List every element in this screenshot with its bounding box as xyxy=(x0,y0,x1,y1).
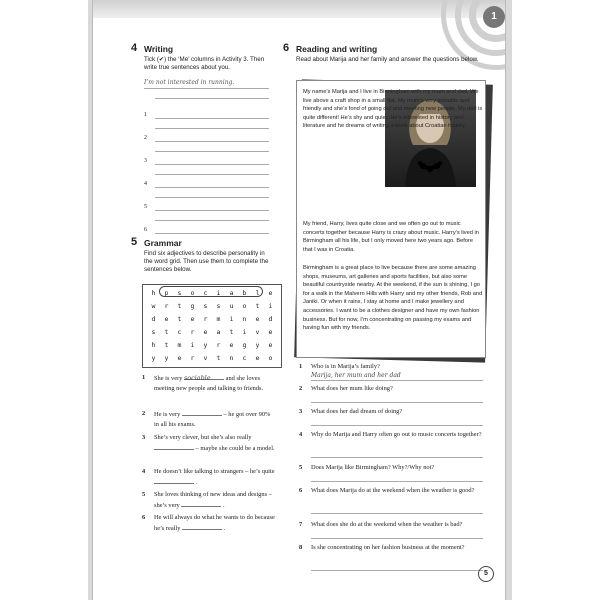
grid-letter[interactable]: y xyxy=(151,354,156,362)
grid-letter[interactable]: r xyxy=(164,302,169,310)
sentence-number: 4 xyxy=(142,468,146,475)
sentence-number: 6 xyxy=(142,514,146,521)
sentence-number: 5 xyxy=(142,491,146,498)
grid-letter[interactable]: e xyxy=(268,341,273,349)
grid-letter[interactable]: m xyxy=(216,315,221,323)
answer-line xyxy=(155,98,269,99)
grid-letter[interactable]: c xyxy=(203,289,208,297)
grid-letter[interactable]: h xyxy=(151,341,156,349)
answer-blank[interactable] xyxy=(182,523,222,530)
answer-line[interactable] xyxy=(155,174,269,175)
grid-letter[interactable]: i xyxy=(190,341,195,349)
answer-blank[interactable] xyxy=(182,409,222,416)
sentence-before: She’s very clever, but she’s also really xyxy=(154,434,252,441)
reading-paragraph-3: Birmingham is a great place to live because there are some amazing shops, museums, art galleries and sports facilities, but also some beautiful countryside nearby. At the weekend, if the sun is shining, I go for a walk in the Malvern Hills with Harry and my other friends, Rob and Janiki. Or when it rains, I stay at home and I make jewellery and accessories. I want to be a clothes designer and have my own fashion business. But for now, I’m concentrating on passing my exams and having fun with my friends. xyxy=(303,265,483,332)
line-number: 1 xyxy=(144,112,147,118)
question-text: What does Marija do at the weekend when the weather is good? xyxy=(311,487,475,494)
question-number: 7 xyxy=(299,521,303,528)
workbook-page[interactable] xyxy=(92,0,506,600)
unit-badge: 1 xyxy=(483,6,505,28)
section-number: 4 xyxy=(131,42,138,54)
sentence-after: – maybe she could be a model. xyxy=(195,445,275,453)
question-answer: Marija, her mum and her dad xyxy=(311,372,401,379)
question-number: 5 xyxy=(299,464,303,471)
grid-letter[interactable]: a xyxy=(216,328,221,336)
line-number: 5 xyxy=(144,204,147,210)
grid-letter[interactable]: c xyxy=(177,328,182,336)
grid-letter[interactable]: v xyxy=(255,328,260,336)
sentence-after: . xyxy=(222,502,225,510)
section-title: Writing xyxy=(144,44,174,54)
grid-letter[interactable]: i xyxy=(229,315,234,323)
answer-blank[interactable]: sociable xyxy=(184,373,224,380)
answer-line[interactable] xyxy=(155,220,269,221)
grid-letter[interactable]: t xyxy=(164,328,169,336)
line-number: 3 xyxy=(144,158,147,164)
grid-letter[interactable]: b xyxy=(242,289,247,297)
grid-letter[interactable]: v xyxy=(203,354,208,362)
grid-letter[interactable]: d xyxy=(151,315,156,323)
sentence-number: 3 xyxy=(142,434,146,441)
page-number: 5 xyxy=(478,566,494,582)
answer-line[interactable] xyxy=(155,141,269,142)
grid-letter[interactable]: y xyxy=(255,341,260,349)
answer-line[interactable] xyxy=(155,187,269,188)
grid-letter[interactable]: r xyxy=(190,354,195,362)
section-number: 6 xyxy=(283,42,290,54)
section-instructions: Tick (✔) the ‘Me’ columns in Activity 3. Then write true sentences about you. xyxy=(144,56,265,71)
sentence-text xyxy=(154,433,276,455)
grid-letter[interactable]: i xyxy=(242,328,247,336)
grid-letter[interactable]: t xyxy=(255,302,260,310)
answer-line[interactable] xyxy=(155,197,269,198)
grid-letter[interactable]: t xyxy=(177,315,182,323)
sentence-before: He is very xyxy=(154,411,181,418)
grid-letter[interactable]: s xyxy=(216,302,221,310)
question-text: Is she concentrating on her fashion business at the moment? xyxy=(311,544,465,551)
grid-letter[interactable]: t xyxy=(229,328,234,336)
sentence-before: He doesn’t like talking to strangers – he’s quite xyxy=(154,468,275,475)
answer-line[interactable] xyxy=(155,151,269,152)
grid-letter[interactable]: r xyxy=(216,341,221,349)
answer-line[interactable] xyxy=(155,128,269,129)
reading-card xyxy=(296,80,486,358)
sentence-after: and she loves meeting new people and talking to friends. xyxy=(154,375,264,393)
found-word-circle xyxy=(159,286,263,297)
question-number: 1 xyxy=(299,363,303,370)
reading-paragraph-2: My friend, Harry, lives quite close and we often go out to music concerts together because Harry is crazy about music. Harry’s lived in Birmingham all his life, but I only moved here two years ago. Before that I was in Croatia. xyxy=(303,221,479,253)
section-instructions: Find six adjectives to describe personality in the word grid. Then use them to complete the sentences below. xyxy=(144,250,269,273)
answer-line[interactable] xyxy=(155,210,269,211)
grid-letter[interactable]: e xyxy=(164,315,169,323)
question-number: 2 xyxy=(299,385,303,392)
example-answer: I’m not interested in running. xyxy=(144,79,235,86)
answer-line[interactable] xyxy=(311,538,483,539)
grid-letter[interactable]: m xyxy=(177,341,182,349)
section-title: Grammar xyxy=(144,238,182,248)
question-text: What does her mum like doing? xyxy=(311,385,393,392)
section-instructions: Read about Marija and her family and answer the questions below. xyxy=(296,56,479,63)
grid-letter[interactable]: r xyxy=(190,328,195,336)
reading-paragraph-1: My name’s Marija and I live in Birmingham with my mum and dad. We live above a craft shop in a small flat. My mum’s very sociable and friendly and she’s fond of going out and meeting new people. My dad is quite different! He’s shy and quiet. He’s interested in history and literature and he dreams of writing a book about Croatian history. xyxy=(303,89,483,130)
grid-letter[interactable]: i xyxy=(268,302,273,310)
grid-letter[interactable]: t xyxy=(164,341,169,349)
question-text: What does she do at the weekend when the weather is bad? xyxy=(311,521,463,528)
sentence-text xyxy=(154,490,276,512)
sentence-text xyxy=(154,467,276,489)
sentence-number: 1 xyxy=(142,374,146,381)
question-number: 6 xyxy=(299,487,303,494)
answer-line[interactable] xyxy=(311,481,483,482)
section-number: 5 xyxy=(131,236,138,248)
question-text: Does Marija like Birmingham? Why?/Why not? xyxy=(311,464,435,471)
answer-line[interactable] xyxy=(155,164,269,165)
grid-letter[interactable]: o xyxy=(268,354,273,362)
question-number: 8 xyxy=(299,544,303,551)
grid-letter[interactable]: r xyxy=(203,315,208,323)
grid-letter[interactable]: t xyxy=(216,354,221,362)
grid-letter[interactable]: d xyxy=(268,315,273,323)
grid-letter[interactable]: e xyxy=(268,328,273,336)
grid-letter[interactable]: p xyxy=(164,289,169,297)
grid-letter[interactable]: y xyxy=(164,354,169,362)
sentence-text xyxy=(154,373,276,395)
grid-letter[interactable]: s xyxy=(203,302,208,310)
sentence-before: She loves thinking of new ideas and designs – she’s very xyxy=(154,491,272,510)
sentence-after: – he got over 90% in all his exams. xyxy=(154,411,271,429)
sentence-text xyxy=(154,409,276,431)
grid-letter[interactable]: e xyxy=(255,354,260,362)
grid-letter[interactable]: u xyxy=(229,302,234,310)
sentence-number: 2 xyxy=(142,410,146,417)
grid-letter[interactable]: e xyxy=(177,354,182,362)
grid-letter[interactable]: s xyxy=(177,289,182,297)
sentence-text xyxy=(154,513,276,535)
line-number: 6 xyxy=(144,227,147,233)
question-text: Who is in Marija’s family? xyxy=(311,363,380,370)
grid-letter[interactable]: n xyxy=(229,354,234,362)
sentence-before: She is very xyxy=(154,375,183,382)
question-number: 3 xyxy=(299,408,303,415)
line-number: 4 xyxy=(144,181,147,187)
grid-letter[interactable]: c xyxy=(242,354,247,362)
grid-letter[interactable]: s xyxy=(151,328,156,336)
grid-letter[interactable]: w xyxy=(151,302,156,310)
grid-letter[interactable]: i xyxy=(216,289,221,297)
grid-letter[interactable]: l xyxy=(255,289,260,297)
answer-line[interactable] xyxy=(155,233,269,234)
answer-line xyxy=(144,88,269,89)
section-title: Reading and writing xyxy=(296,44,378,54)
answer-line[interactable] xyxy=(311,513,483,514)
answer-line[interactable] xyxy=(311,457,483,458)
answer-blank[interactable] xyxy=(181,500,221,507)
answer-line[interactable] xyxy=(155,118,269,119)
answer-line[interactable] xyxy=(311,425,483,426)
grid-letter[interactable]: e xyxy=(190,315,195,323)
sentence-after: . xyxy=(223,525,226,533)
answer-line[interactable] xyxy=(311,570,483,571)
grid-letter[interactable]: g xyxy=(190,302,195,310)
grid-letter[interactable]: e xyxy=(255,315,260,323)
answer-blank[interactable] xyxy=(154,477,194,484)
question-text: What does her dad dream of doing? xyxy=(311,408,403,415)
grid-letter[interactable]: e xyxy=(229,341,234,349)
answer-blank[interactable] xyxy=(154,443,194,450)
question-text: Why do Marija and Harry often go out to music concerts together? xyxy=(311,431,482,438)
grid-letter[interactable]: y xyxy=(203,341,208,349)
answer-line[interactable] xyxy=(311,380,483,381)
line-number: 2 xyxy=(144,135,147,141)
grid-letter[interactable]: o xyxy=(190,289,195,297)
question-number: 4 xyxy=(299,431,303,438)
grid-letter[interactable]: g xyxy=(242,341,247,349)
grid-letter[interactable]: e xyxy=(268,289,273,297)
grid-letter[interactable]: e xyxy=(203,328,208,336)
grid-letter[interactable]: h xyxy=(151,289,156,297)
answer-line[interactable] xyxy=(311,402,483,403)
grid-letter[interactable]: o xyxy=(242,302,247,310)
grid-letter[interactable]: t xyxy=(177,302,182,310)
grid-letter[interactable]: a xyxy=(229,289,234,297)
sentence-before: He will always do what he wants to do because he’s really xyxy=(154,514,275,533)
grid-letter[interactable]: n xyxy=(242,315,247,323)
sentence-after: . xyxy=(195,479,198,487)
